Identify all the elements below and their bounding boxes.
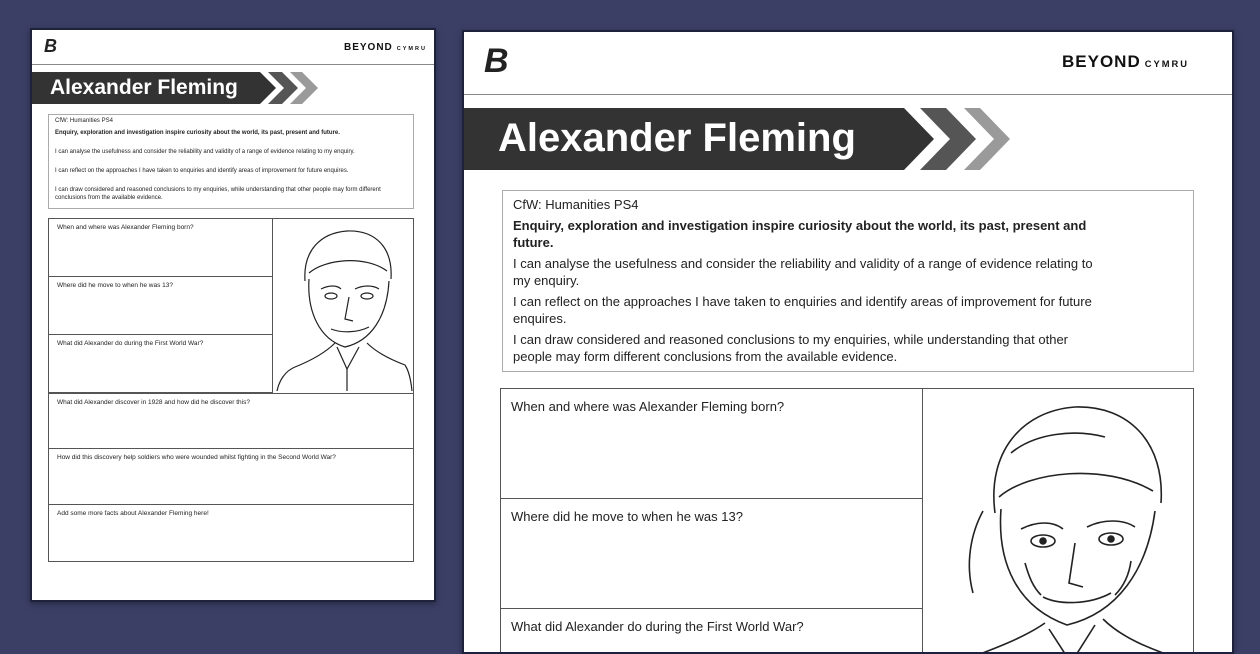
answer-box-3[interactable] bbox=[49, 335, 273, 393]
outcome-1: I can analyse the usefulness and consider the reliability and validity of a range of evidence relating to my enquiry. bbox=[55, 149, 355, 155]
question-table bbox=[48, 218, 414, 562]
worksheet-preview[interactable] bbox=[462, 30, 1234, 654]
outcome-3-line-2: people may form different conclusions from the available evidence. bbox=[513, 349, 898, 364]
brand-main: BEYOND bbox=[344, 42, 393, 53]
page-title: Alexander Fleming bbox=[498, 116, 856, 160]
brand-sub: CYMRU bbox=[396, 46, 427, 52]
question-1: When and where was Alexander Fleming born? bbox=[511, 399, 785, 414]
outcome-1-line-1: I can analyse the usefulness and consider the reliability and validity of a range of evidence relating to bbox=[513, 256, 1093, 271]
question-4: What did Alexander discover in 1928 and how did he discover this? bbox=[57, 399, 250, 406]
answer-box-1[interactable] bbox=[49, 219, 273, 277]
brand-name bbox=[344, 42, 427, 53]
question-2: Where did he move to when he was 13? bbox=[57, 282, 173, 289]
outcome-1-line-2: my enquiry. bbox=[513, 273, 580, 288]
brand-main: BEYOND bbox=[1062, 52, 1141, 71]
curriculum-box bbox=[48, 114, 414, 209]
outcome-2-line-2: enquires. bbox=[513, 311, 567, 326]
outcome-2: I can reflect on the approaches I have taken to enquiries and identify areas of improvement for future enquires. bbox=[55, 168, 349, 174]
answer-box-1[interactable] bbox=[501, 389, 923, 499]
question-3: What did Alexander do during the First World War? bbox=[57, 340, 204, 347]
answer-box-2[interactable] bbox=[49, 277, 273, 335]
worksheet-thumbnail[interactable] bbox=[30, 28, 436, 602]
question-5: How did this discovery help soldiers who were wounded whilst fighting in the Second World War? bbox=[57, 454, 336, 461]
alexander-fleming-portrait-icon bbox=[925, 393, 1193, 654]
outcome-2-line-1: I can reflect on the approaches I have taken to enquiries and identify areas of improvement for future bbox=[513, 294, 1092, 309]
question-3: What did Alexander do during the First World War? bbox=[511, 619, 804, 634]
brand-name bbox=[1062, 52, 1189, 72]
answer-box-5[interactable] bbox=[49, 449, 413, 505]
answer-box-4[interactable] bbox=[49, 393, 413, 449]
outcome-3-line-1: I can draw considered and reasoned conclusions to my enquiries, while understanding that other bbox=[513, 332, 1069, 347]
title-banner bbox=[32, 72, 332, 104]
header-rule bbox=[464, 94, 1232, 95]
answer-box-3[interactable] bbox=[501, 609, 923, 654]
page-title: Alexander Fleming bbox=[50, 76, 238, 99]
curriculum-box bbox=[502, 190, 1194, 372]
question-6: Add some more facts about Alexander Fleming here! bbox=[57, 510, 209, 517]
curriculum-statement: Enquiry, exploration and investigation inspire curiosity about the world, its past, present and future. bbox=[55, 130, 340, 136]
answer-box-6[interactable] bbox=[49, 505, 413, 561]
curriculum-statement-line-1: Enquiry, exploration and investigation inspire curiosity about the world, its past, present and bbox=[513, 218, 1087, 233]
question-1: When and where was Alexander Fleming born? bbox=[57, 224, 194, 231]
brand-sub: CYMRU bbox=[1144, 59, 1189, 69]
question-2: Where did he move to when he was 13? bbox=[511, 509, 743, 524]
beyond-logo-icon: B bbox=[44, 36, 57, 56]
curriculum-heading: CfW: Humanities PS4 bbox=[513, 197, 639, 212]
title-banner bbox=[464, 108, 1024, 170]
curriculum-statement-line-2: future. bbox=[513, 235, 554, 250]
question-table bbox=[500, 388, 1194, 654]
outcome-3: I can draw considered and reasoned conclusions to my enquiries, while understanding that other people may form different conclusions from the available evidence. bbox=[55, 187, 381, 201]
curriculum-heading: CfW: Humanities PS4 bbox=[55, 118, 113, 124]
header-rule bbox=[32, 64, 434, 65]
alexander-fleming-portrait-icon bbox=[275, 221, 413, 391]
answer-box-2[interactable] bbox=[501, 499, 923, 609]
beyond-logo-icon: B bbox=[484, 42, 509, 80]
